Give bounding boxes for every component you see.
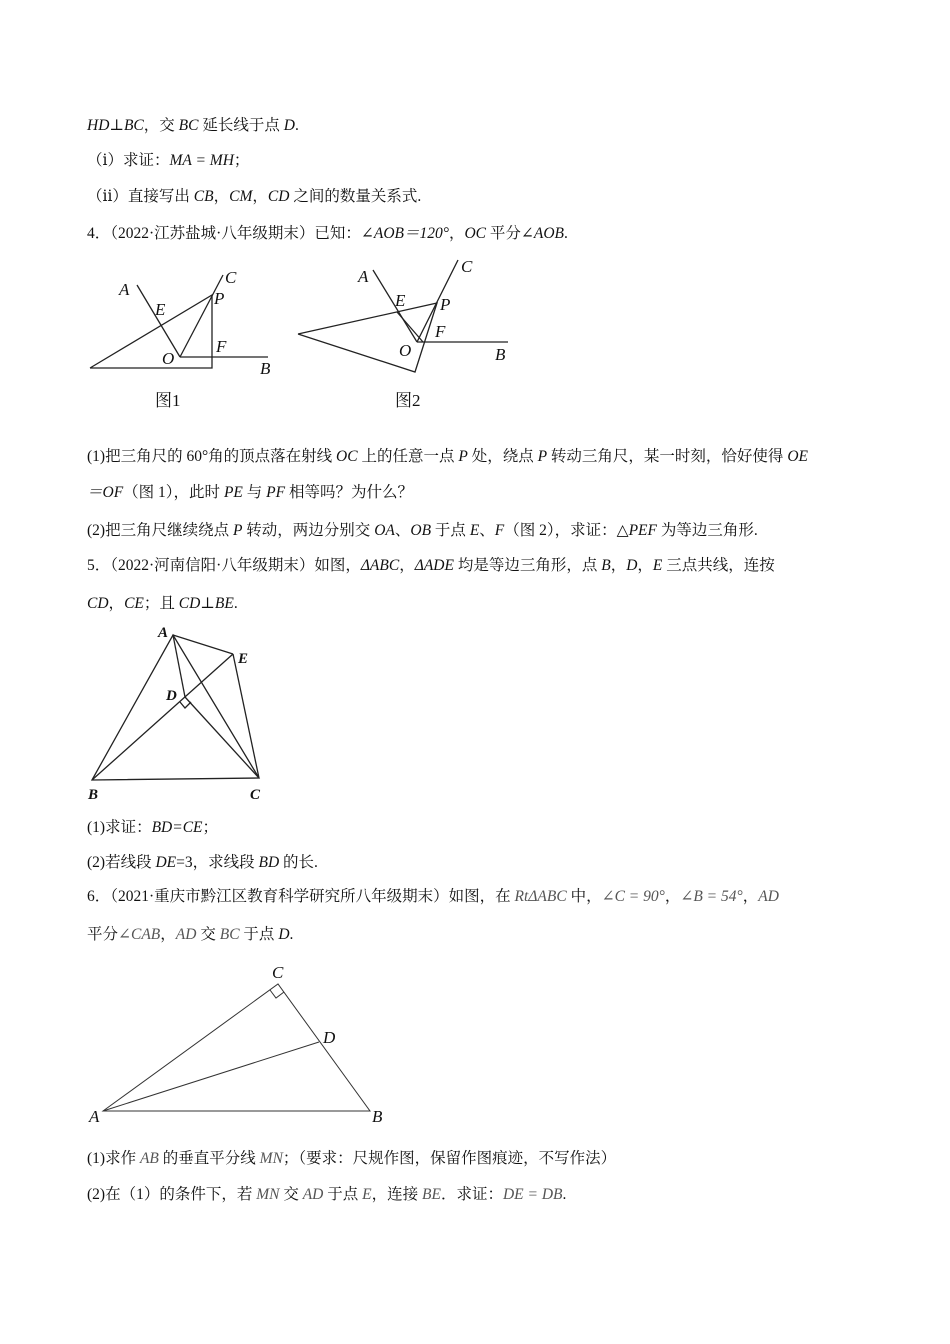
- fig2-label-p: P: [440, 295, 451, 314]
- fig4-label-c: C: [272, 963, 284, 982]
- q5-part2: (2)若线段 DE=3，求线段 BD 的长.: [87, 854, 318, 871]
- q4-part1-line1: (1)把三角尺的 60°角的顶点落在射线 OC 上的任意一点 P 处，绕点 P 转动三角尺，某一时刻，恰好使得 OE: [87, 448, 808, 465]
- q5-stem-line2: CD，CE；且 CD⊥BE.: [87, 595, 238, 612]
- q3-part-i: （ⅰ）求证：MA = MH；: [87, 152, 250, 169]
- fig2-label-c: C: [461, 257, 473, 276]
- fig2-label-f: F: [435, 322, 446, 341]
- q6-stem-line1: 6．（2021·重庆市黔江区教育科学研究所八年级期末）如图，在 RtΔABC 中，∠C = 90°，∠B = 54°，AD: [87, 888, 779, 905]
- fig3-label-d: D: [166, 688, 177, 704]
- q6-part2: (2)在（1）的条件下，若 MN 交 AD 于点 E，连接 BE．求证：DE = DB.: [87, 1186, 567, 1203]
- q4-stem: 4．（2022·江苏盐城·八年级期末）已知：∠AOB＝120°，OC 平分∠AOB.: [87, 225, 568, 242]
- q4-figure-2-caption: 图2: [395, 391, 421, 410]
- fig2-label-b: B: [495, 345, 506, 364]
- fig1-label-b: B: [260, 359, 271, 378]
- fig3-label-c: C: [250, 787, 261, 803]
- q5-part1: (1)求证：BD=CE；: [87, 819, 219, 836]
- fig1-label-o: O: [162, 349, 175, 368]
- q6-stem-line2: 平分∠CAB，AD 交 BC 于点 D.: [87, 926, 294, 943]
- q4-part1-line2: ＝OF（图 1），此时 PE 与 PF 相等吗？为什么？: [87, 484, 413, 501]
- fig1-label-p: P: [214, 289, 225, 308]
- fig3-label-a: A: [158, 625, 169, 641]
- fig4-label-b: B: [372, 1107, 383, 1126]
- fig3-label-b: B: [88, 787, 99, 803]
- fig1-label-a: A: [119, 280, 130, 299]
- q6-part1: (1)求作 AB 的垂直平分线 MN；（要求：尺规作图，保留作图痕迹，不写作法）: [87, 1150, 617, 1167]
- q5-stem-line1: 5．（2022·河南信阳·八年级期末）如图，ΔABC，ΔADE 均是等边三角形，点 B，D，E 三点共线，连按: [87, 557, 775, 574]
- q3-part-ii: （ⅱ）直接写出 CB，CM，CD 之间的数量关系式.: [87, 188, 422, 205]
- fig2-label-e: E: [395, 291, 406, 310]
- q3-line-hd-perp-bc: HD⊥BC，交 BC 延长线于点 D.: [87, 117, 299, 134]
- fig4-label-a: A: [89, 1107, 100, 1126]
- fig1-label-e: E: [155, 300, 166, 319]
- fig1-label-f: F: [216, 337, 227, 356]
- fig1-label-c: C: [225, 268, 237, 287]
- q4-part2: (2)把三角尺继续绕点 P 转动，两边分别交 OA、OB 于点 E、F（图 2），求证：△PEF 为等边三角形.: [87, 522, 758, 539]
- fig4-label-d: D: [323, 1028, 336, 1047]
- fig3-label-e: E: [238, 651, 249, 667]
- fig2-label-a: A: [358, 267, 369, 286]
- fig2-label-o: O: [399, 341, 412, 360]
- q4-figure-1-caption: 图1: [155, 391, 181, 410]
